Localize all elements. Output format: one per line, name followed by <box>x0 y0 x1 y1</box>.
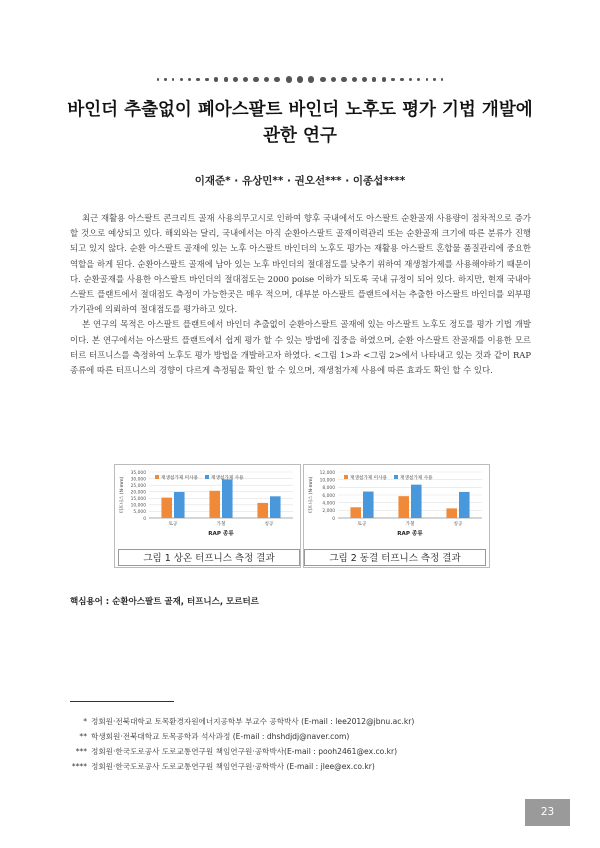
decorative-dot <box>172 78 175 81</box>
page-number: 23 <box>525 799 570 826</box>
y-axis-label: 터프니스 (N-mm) <box>309 476 314 514</box>
decorative-dot <box>391 78 395 82</box>
y-tick-label: 5,000 <box>133 510 146 516</box>
decorative-dot <box>372 77 376 81</box>
decorative-dot <box>308 76 314 82</box>
decorative-dot <box>400 78 404 82</box>
legend-label: 재생첨가제 미사용 <box>161 475 198 481</box>
figure-1-caption: 그림 1 상온 터프니스 측정 결과 <box>118 549 300 566</box>
y-tick-label: 10,000 <box>130 503 146 509</box>
paper-title <box>60 97 540 149</box>
legend-label: 재생첨가제 사용 <box>211 475 244 481</box>
legend-swatch <box>394 475 398 479</box>
decorative-dot <box>180 78 183 81</box>
footnote-2 <box>63 729 483 744</box>
bar-with-additive <box>411 485 422 518</box>
footnote-mark: ** <box>79 732 87 741</box>
footnote-text: 정회원·한국도로공사 도로교통연구원 책임연구원·공학박사 (E-mail : jlee@ex.co.kr) <box>91 762 375 771</box>
y-tick-label: 35,000 <box>130 470 146 476</box>
bar-without-additive <box>398 496 409 518</box>
decorative-dot <box>253 77 258 82</box>
abstract <box>70 211 531 378</box>
y-tick-label: 8,000 <box>322 486 335 492</box>
footnote-mark: **** <box>71 762 87 771</box>
legend-label: 재생첨가제 사용 <box>400 475 433 481</box>
bar-with-additive <box>222 479 233 518</box>
decorative-dot <box>233 77 238 82</box>
title-line-2: 관한 연구 <box>263 126 337 146</box>
decorative-dot <box>286 76 292 82</box>
footnote-text: 학생회원·전북대학교 토목공학과 석사과정 (E-mail : dhshdjdj@naver.com) <box>91 732 350 741</box>
decorative-dot <box>188 78 191 81</box>
footnote-mark: *** <box>75 747 87 756</box>
y-tick-label: 30,000 <box>130 477 146 483</box>
bar-with-additive <box>459 492 470 518</box>
decorative-dot <box>362 77 367 82</box>
bar-without-additive <box>350 507 361 518</box>
bar-with-additive <box>174 492 185 518</box>
y-tick-label: 15,000 <box>130 497 146 503</box>
decorative-dot <box>243 77 248 82</box>
decorative-dot <box>341 77 346 82</box>
decorative-dot <box>426 78 429 81</box>
y-tick-label: 4,000 <box>322 501 335 507</box>
footnote-rule <box>70 701 174 702</box>
x-tick-label: 가철 <box>216 522 226 527</box>
footnote-4 <box>63 759 483 774</box>
x-tick-label: 칭공 <box>264 522 274 527</box>
y-tick-label: 0 <box>143 516 146 522</box>
bar-without-additive <box>446 508 457 518</box>
y-tick-label: 0 <box>332 516 335 522</box>
y-tick-label: 20,000 <box>130 490 146 496</box>
abstract-paragraph-1: 최근 재활용 아스팔트 콘크리트 골재 사용의무고시로 인하여 향후 국내에서도 아스팔트 순환골재 사용량이 점차적으로 증가할 것으로 예상되고 있다. 해외와는 달리, 국내에서는 아직 순환아스팔트 골재이력관리 또는 순환골재 크기에 따른 분류가 진행되고 있지 않다. 순환 아스팔트 골재에 있는 노후 아스팔트 바인더의 노후도 평가는 재활용 아스팔트 혼합물 품질관리에 중요한 역할을 하게 된다. 순환아스팔트 골재에 남아 있는 노후 바인더의 절대점도를 낮추기 위하여 재생첨가제를 사용해야하기 때문이다. 순환골재를 사용한 아스팔트 바인더의 절대점도는 2000 poise 이하가 되도록 국내 규정이 되어 있다. 하지만, 현재 국내아스팔트 플랜트에서 절대점도 측정이 가능한곳은 매우 적으며, 대부분 아스팔트 플랜트에서는 추출한 아스팔트 바인더를 외부평가기관에 의뢰하여 절대점도를 평가하고 있다. <box>70 213 531 315</box>
bar-without-additive <box>257 503 268 518</box>
footnote-mark: * <box>83 717 87 726</box>
abstract-paragraph-2: 본 연구의 목적은 아스팔트 플랜트에서 바인더 추출없이 순환아스팔트 골재에 있는 아스팔트 노후도 정도를 평가 기법 개발이다. 본 연구에서는 아스팔트 플랜트에서 쉽게 평가 할 수 있는 방법에 집중을 하였으며, 순환 아스팔트 잔골재를 이용한 모르터르 터프니스를 측정하여 노후도 평가 방법을 개발하고자 하였다. <그림 1>과 <그림 2>에서 나타내고 있는 것과 같이 RAP 종류에 따른 터프니스의 경향이 다르게 측정됨을 확인 할 수 있으며, 재생첨가제 사용에 따른 효과도 확인 할 수 있다. <box>70 319 531 376</box>
bar-with-additive <box>270 496 281 518</box>
decorative-dots <box>0 69 600 83</box>
y-tick-label: 12,000 <box>319 470 335 476</box>
legend-label: 재생첨가제 미사용 <box>350 475 387 481</box>
x-tick-label: 가철 <box>405 522 415 527</box>
decorative-dot <box>157 78 159 80</box>
x-axis-label: RAP 종류 <box>208 531 234 537</box>
bar-without-additive <box>209 491 220 518</box>
y-axis-label: 터프니스 (N-mm) <box>120 476 125 514</box>
decorative-dot <box>264 77 270 83</box>
decorative-dot <box>382 77 386 81</box>
footnote-1 <box>63 714 483 729</box>
decorative-dot <box>274 77 280 83</box>
footnote-text: 정회원·전북대학교 토목환경자원에너지공학부 부교수 공학박사 (E-mail : lee2012@jbnu.ac.kr) <box>91 717 415 726</box>
decorative-dot <box>224 77 228 81</box>
decorative-dot <box>196 78 200 82</box>
legend-swatch <box>205 475 209 479</box>
title-line-1: 바인더 추출없이 폐아스팔트 바인더 노후도 평가 기법 개발에 <box>67 100 533 120</box>
decorative-dot <box>409 78 412 81</box>
decorative-dot <box>214 77 218 81</box>
decorative-dot <box>352 77 357 82</box>
decorative-dot <box>297 76 303 82</box>
footnote-text: 정회원·한국도로공사 도로교통연구원 책임연구원·공학박사(E-mail : pooh2461@ex.co.kr) <box>91 747 398 756</box>
x-tick-label: 토공 <box>357 522 367 527</box>
y-tick-label: 25,000 <box>130 483 146 489</box>
decorative-dot <box>331 77 337 83</box>
x-tick-label: 칭공 <box>453 522 463 527</box>
decorative-dot <box>433 78 435 80</box>
legend-swatch <box>344 475 348 479</box>
authors: 이재준* · 유상민** · 권오선*** · 이종섭**** <box>194 175 406 187</box>
y-tick-label: 2,000 <box>322 509 335 515</box>
decorative-dot <box>441 78 443 80</box>
decorative-dot <box>205 78 209 82</box>
y-tick-label: 10,000 <box>319 478 335 484</box>
bar-without-additive <box>161 498 172 518</box>
x-axis-label: RAP 종류 <box>397 531 423 537</box>
figure-2-caption: 그림 2 동결 터프니스 측정 결과 <box>304 549 486 566</box>
decorative-dot <box>164 78 166 80</box>
legend-swatch <box>155 475 159 479</box>
footnote-3 <box>63 744 483 759</box>
keywords: 핵심용어 : 순환아스팔트 골재, 터프니스, 모르터르 <box>70 597 259 607</box>
decorative-dot <box>320 77 326 83</box>
y-tick-label: 6,000 <box>322 493 335 499</box>
bar-with-additive <box>363 492 374 518</box>
decorative-dot <box>417 78 420 81</box>
x-tick-label: 토공 <box>168 522 178 527</box>
